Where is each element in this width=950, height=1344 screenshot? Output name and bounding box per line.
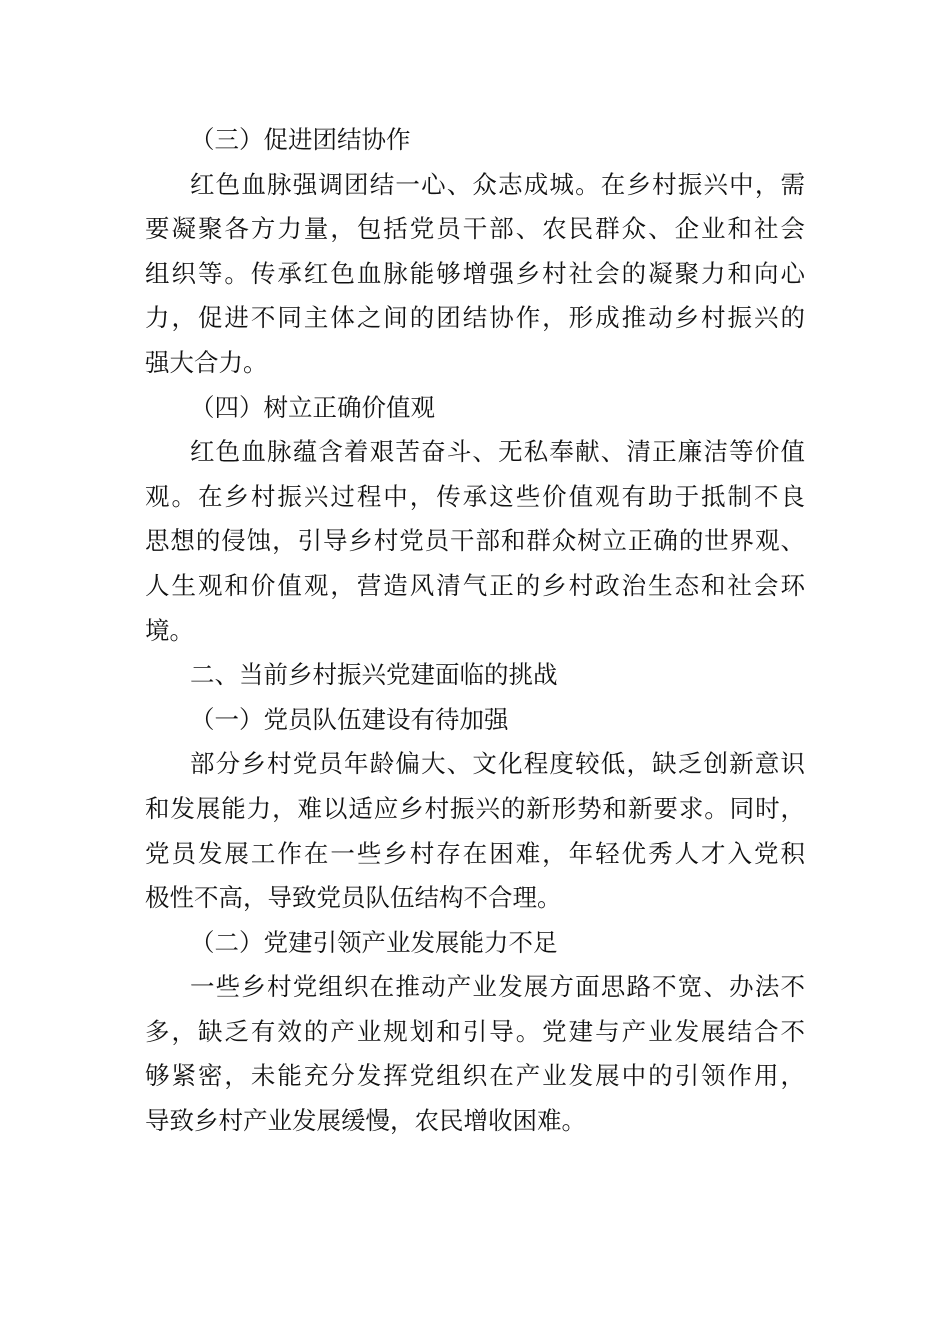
text-line: 红色血脉蕴含着艰苦奋斗、无私奉献、清正廉洁等价值 bbox=[190, 437, 805, 467]
text-line: （四）树立正确价值观 bbox=[190, 392, 435, 422]
text-line: 观。在乡村振兴过程中，传承这些价值观有助于抵制不良 bbox=[145, 481, 805, 511]
section-heading bbox=[145, 653, 805, 698]
text-line: 强大合力。 bbox=[145, 347, 268, 377]
text-line: 人生观和价值观，营造风清气正的乡村政治生态和社会环 bbox=[145, 570, 805, 600]
document-body bbox=[145, 118, 805, 1144]
body-paragraph bbox=[145, 163, 805, 386]
text-line: 二、当前乡村振兴党建面临的挑战 bbox=[190, 660, 558, 690]
body-paragraph bbox=[145, 430, 805, 653]
text-line: 一些乡村党组织在推动产业发展方面思路不宽、办法不 bbox=[190, 972, 805, 1002]
text-line: 组织等。传承红色血脉能够增强乡村社会的凝聚力和向心 bbox=[145, 258, 805, 288]
text-line: 红色血脉强调团结一心、众志成城。在乡村振兴中，需 bbox=[190, 169, 805, 199]
text-line: 部分乡村党员年龄偏大、文化程度较低，缺乏创新意识 bbox=[190, 749, 805, 779]
text-line: 要凝聚各方力量，包括党员干部、农民群众、企业和社会 bbox=[145, 214, 805, 244]
text-line: （一）党员队伍建设有待加强 bbox=[190, 704, 509, 734]
section-heading bbox=[145, 921, 805, 966]
text-line: （二）党建引领产业发展能力不足 bbox=[190, 927, 558, 957]
section-heading bbox=[145, 698, 805, 743]
text-line: 党员发展工作在一些乡村存在困难，年轻优秀人才入党积 bbox=[145, 838, 805, 868]
text-line: （三）促进团结协作 bbox=[190, 125, 411, 154]
text-line: 多，缺乏有效的产业规划和引导。党建与产业发展结合不 bbox=[145, 1016, 805, 1046]
text-line: 极性不高，导致党员队伍结构不合理。 bbox=[145, 883, 562, 913]
text-line: 力，促进不同主体之间的团结协作，形成推动乡村振兴的 bbox=[145, 303, 805, 333]
text-line: 思想的侵蚀，引导乡村党员干部和群众树立正确的世界观、 bbox=[145, 526, 805, 556]
section-heading bbox=[145, 118, 805, 163]
text-line: 导致乡村产业发展缓慢，农民增收困难。 bbox=[145, 1106, 586, 1136]
text-line: 境。 bbox=[145, 615, 194, 645]
body-paragraph bbox=[145, 965, 805, 1143]
body-paragraph bbox=[145, 742, 805, 920]
text-line: 够紧密，未能充分发挥党组织在产业发展中的引领作用， bbox=[145, 1061, 805, 1091]
section-heading bbox=[145, 386, 805, 431]
text-line: 和发展能力，难以适应乡村振兴的新形势和新要求。同时， bbox=[145, 793, 805, 823]
